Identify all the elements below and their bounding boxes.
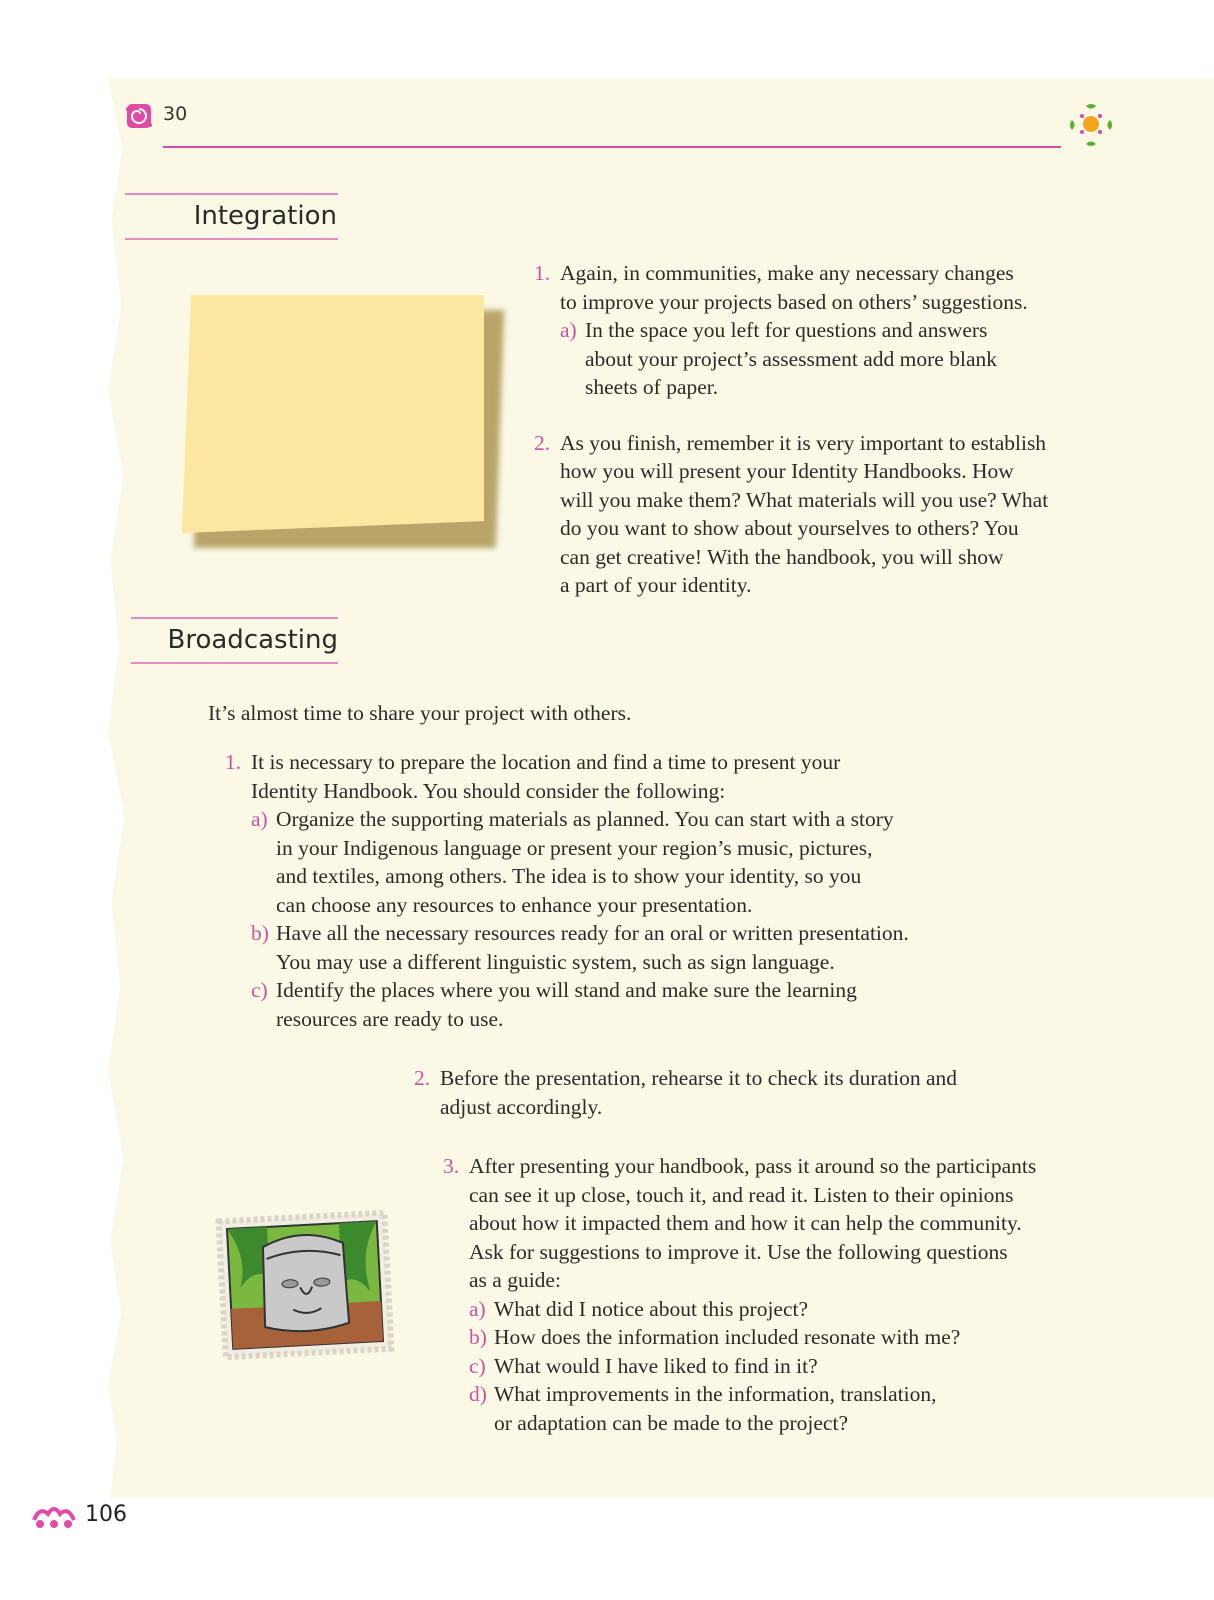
sub-item [251, 919, 985, 976]
item-line: do you want to show about yourselves to others? You [560, 516, 1019, 540]
sub-item-line: In the space you left for questions and answers [585, 318, 988, 342]
sub-item-line: You may use a different linguistic system, such as sign language. [276, 949, 835, 974]
item-number: 1. [534, 261, 551, 285]
broadcasting-rule-bottom [131, 662, 338, 664]
sub-item-line: in your Indigenous language or present your region’s music, pictures, [276, 835, 873, 860]
sub-item-letter: a) [469, 1296, 486, 1321]
broadcasting-rule-top [131, 617, 338, 619]
item-number: 2. [414, 1066, 431, 1090]
flower-ornament-icon [1066, 100, 1116, 150]
sub-item-line: What did I notice about this project? [494, 1296, 809, 1321]
sub-item-line: sheets of paper. [585, 375, 719, 399]
item-line: a part of your identity. [560, 573, 752, 597]
section-title-integration: Integration [193, 201, 337, 231]
item-line: adjust accordingly. [440, 1094, 603, 1119]
item-number: 2. [534, 430, 551, 455]
item-line: Ask for suggestions to improve it. Use the following questions [469, 1239, 1008, 1264]
sub-item [251, 976, 985, 1033]
item-line: will you make them? What materials will you use? What [560, 487, 1049, 512]
sub-item [469, 1295, 1123, 1324]
item-line: can get creative! With the handbook, you will show [560, 544, 1004, 569]
sub-item [469, 1352, 1123, 1381]
sub-item-line: can choose any resources to enhance your presentation. [276, 892, 753, 917]
sub-item-letter: c) [251, 978, 268, 1002]
sub-item-line: What would I have liked to find in it? [494, 1353, 818, 1378]
list-item [414, 1064, 1054, 1121]
sub-item-line: How does the information included resonate with me? [494, 1325, 961, 1349]
broadcasting-item-1 [225, 748, 985, 1033]
item-line: can see it up close, touch it, and read it. Listen to their opinions [469, 1182, 1014, 1207]
olmec-head-stamp [210, 1205, 400, 1365]
integration-rule-bottom [125, 238, 338, 240]
item-line: As you finish, remember it is very important to establish [560, 430, 1047, 455]
sub-item-line: Organize the supporting materials as planned. You can start with a story [276, 807, 894, 831]
item-number: 1. [225, 750, 242, 774]
sub-item-line: What improvements in the information, translation, [494, 1382, 937, 1406]
item-line: about how it impacted them and how it can help the community. [469, 1211, 1022, 1235]
sub-item [560, 316, 1104, 402]
sub-item-line: and textiles, among others. The idea is to show your identity, so you [276, 864, 862, 888]
sub-item [251, 805, 985, 919]
item-line: Again, in communities, make any necessary changes [560, 261, 1014, 285]
integration-list [534, 259, 1104, 600]
list-item [534, 429, 1104, 600]
item-line: Before the presentation, rehearse it to check its duration and [440, 1066, 957, 1090]
header-rule [163, 146, 1061, 148]
sub-item [469, 1323, 1123, 1352]
sub-item-letter: a) [251, 807, 268, 831]
sub-item-line: Have all the necessary resources ready for an oral or written presentation. [276, 921, 909, 945]
sub-item-line: Identify the places where you will stand and make sure the learning [276, 978, 857, 1002]
footer-glyph-icon [30, 1500, 78, 1534]
sub-item-line: resources are ready to use. [276, 1006, 504, 1031]
sub-item-letter: b) [469, 1325, 487, 1349]
integration-rule-top [125, 193, 338, 195]
item-number: 3. [443, 1154, 460, 1178]
sub-item-letter: b) [251, 921, 269, 945]
broadcasting-item-2 [414, 1064, 1054, 1121]
sub-item-line: about your project’s assessment add more blank [585, 346, 997, 371]
sub-item-letter: c) [469, 1353, 486, 1378]
list-item [534, 259, 1104, 402]
page-number: 106 [85, 1502, 127, 1527]
item-line: how you will present your Identity Handbooks. How [560, 459, 1014, 483]
broadcasting-intro: It’s almost time to share your project with others. [208, 701, 632, 725]
list-item [225, 748, 985, 1033]
broadcasting-item-3 [443, 1152, 1123, 1437]
sub-item-letter: a) [560, 318, 577, 342]
sticky-note [182, 295, 484, 533]
list-item [443, 1152, 1123, 1437]
item-line: It is necessary to prepare the location and find a time to present your [251, 750, 841, 774]
item-line: as a guide: [469, 1268, 561, 1292]
sub-item [469, 1380, 1123, 1437]
sub-item-letter: d) [469, 1382, 487, 1406]
section-title-broadcasting: Broadcasting [167, 625, 338, 655]
sub-item-line: or adaptation can be made to the project? [494, 1410, 848, 1435]
item-line: to improve your projects based on others’ suggestions. [560, 289, 1028, 314]
item-line: Identity Handbook. You should consider the following: [251, 778, 726, 803]
spiral-glyph-icon [124, 101, 154, 131]
item-line: After presenting your handbook, pass it around so the participants [469, 1154, 1037, 1178]
chapter-number: 30 [163, 103, 188, 125]
